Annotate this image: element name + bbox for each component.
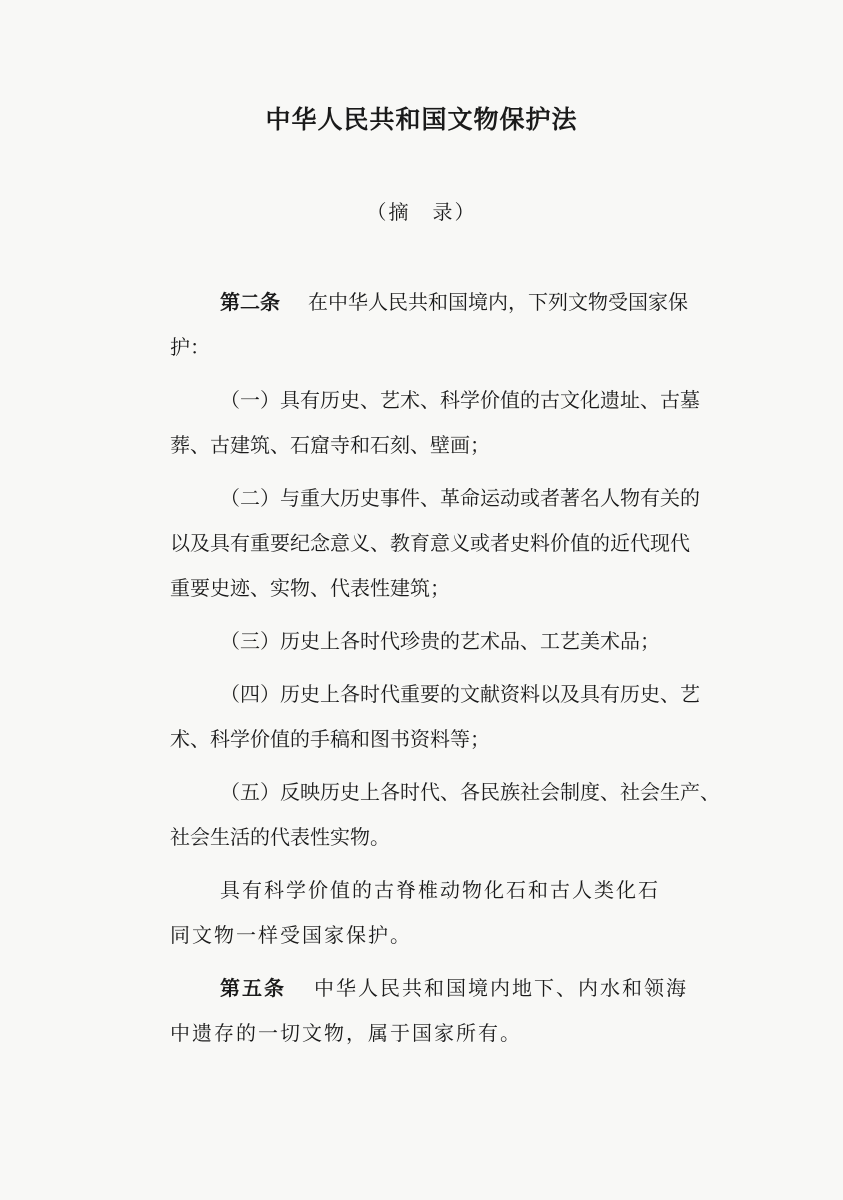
list-item xyxy=(170,619,710,664)
article-2-line-2: 护： xyxy=(170,335,210,359)
item-1-line-1: （一）具有历史、艺术、科学价值的古文化遗址、古墓 xyxy=(220,388,700,412)
article-5-number: 第五条 xyxy=(220,976,286,1000)
list-item xyxy=(170,672,710,762)
document-subtitle: （摘 录） xyxy=(366,200,477,224)
article-2 xyxy=(170,280,710,370)
article-5 xyxy=(170,966,710,1056)
list-item xyxy=(170,770,720,860)
item-2-line-2: 以及具有重要纪念意义、教育意义或者史料价值的近代现代 xyxy=(170,531,690,555)
item-3-line-1: （三）历史上各时代珍贵的艺术品、工艺美术品； xyxy=(220,629,660,653)
item-1-line-2: 葬、古建筑、石窟寺和石刻、壁画； xyxy=(170,433,490,457)
item-2-line-3: 重要史迹、实物、代表性建筑； xyxy=(170,576,450,600)
item-5-line-1: （五）反映历史上各时代、各民族社会制度、社会生产、 xyxy=(220,780,720,804)
list-item xyxy=(170,378,710,468)
article-2-number: 第二条 xyxy=(220,290,280,314)
item-2-line-1: （二）与重大历史事件、革命运动或者著名人物有关的 xyxy=(220,486,700,510)
item-5-line-2: 社会生活的代表性实物。 xyxy=(170,825,390,849)
article-5-line-1 xyxy=(170,966,710,1011)
fossil-paragraph xyxy=(170,868,710,958)
article-2-line-1 xyxy=(170,280,710,325)
article-5-line-2: 中遗存的一切文物，属于国家所有。 xyxy=(170,1021,522,1045)
article-2-text: 在中华人民共和国境内，下列文物受国家保 xyxy=(308,290,688,314)
item-4-line-1: （四）历史上各时代重要的文献资料以及具有历史、艺 xyxy=(220,682,700,706)
fossil-line-1: 具有科学价值的古脊椎动物化石和古人类化石 xyxy=(220,878,660,902)
document-title: 中华人民共和国文物保护法 xyxy=(265,105,578,134)
document-body xyxy=(170,280,720,1056)
item-4-line-2: 术、科学价值的手稿和图书资料等； xyxy=(170,727,490,751)
fossil-line-2: 同文物一样受国家保护。 xyxy=(170,923,412,947)
article-5-text: 中华人民共和国境内地下、内水和领海 xyxy=(314,976,688,1000)
list-item xyxy=(170,476,710,611)
